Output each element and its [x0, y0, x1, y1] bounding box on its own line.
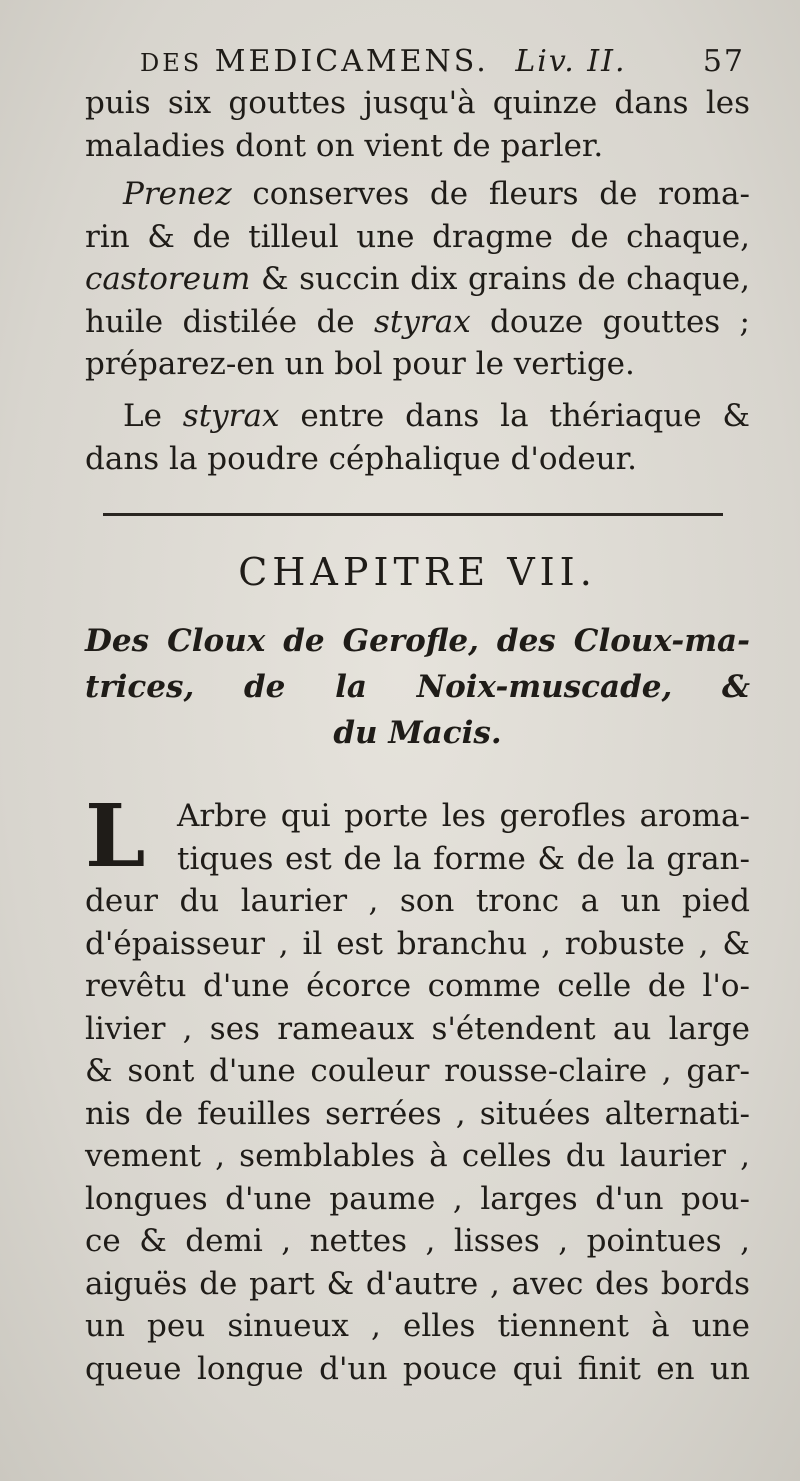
- text-line: [85, 301, 750, 344]
- text-line: vement , semblables à celles du laurier ,: [85, 1138, 750, 1174]
- text-line: rin & de tilleul une dragme de chaque,: [85, 218, 750, 255]
- text-line: tiques est de la forme & de la gran-: [177, 840, 750, 877]
- text-line: un peu sinueux , elles tiennent à une: [85, 1308, 750, 1344]
- dropcap-wrapped-lines: [85, 786, 750, 887]
- latin-term: styrax: [182, 398, 280, 434]
- text-line: & sont d'une couleur rousse-claire , gar-: [85, 1053, 750, 1089]
- subtitle-line: Des Cloux de Gerofle, des Cloux-ma-: [85, 623, 750, 659]
- text-fragment: Le: [123, 398, 162, 434]
- paragraph-continuation: [85, 82, 750, 167]
- chapter-body: [85, 786, 750, 1390]
- recipe-lead: Prenez: [123, 176, 232, 212]
- recipe-paragraph: [85, 173, 750, 386]
- latin-term: castoreum: [85, 261, 251, 297]
- text-fragment: entre dans la thériaque &: [300, 398, 750, 434]
- styrax-paragraph: [85, 395, 750, 480]
- chapter-heading: CHAPITRE VII.: [238, 550, 597, 594]
- text-line: Arbre qui porte les gerofles aroma-: [177, 798, 750, 834]
- text-line: d'épaisseur , il est branchu , robuste , &: [85, 925, 750, 962]
- text-line: ce & demi , nettes , lisses , pointues ,: [85, 1223, 750, 1259]
- latin-term: styrax: [374, 303, 471, 340]
- chapter-subtitle: [85, 618, 750, 756]
- text-line: puis six gouttes jusqu'à quinze dans les: [85, 85, 750, 121]
- text-line: livier , ses rameaux s'étendent au large: [85, 1010, 750, 1047]
- header-book: Liv. II.: [515, 44, 627, 79]
- text-line: [85, 395, 750, 438]
- text-line: queue longue d'un pouce qui finit en un: [85, 1350, 750, 1387]
- subtitle-line: du Macis.: [333, 715, 502, 751]
- header-title-word: MEDICAMENS.: [214, 44, 489, 79]
- subtitle-line: trices, de la Noix-muscade, &: [85, 669, 750, 705]
- text-line: nis de feuilles serrées , situées alternati-: [85, 1095, 750, 1132]
- text-line: aiguës de part & d'autre , avec des bords: [85, 1265, 750, 1302]
- header-title: [140, 44, 501, 79]
- text-fragment: douze gouttes ;: [490, 303, 750, 340]
- text-fragment: conserves de fleurs de roma-: [252, 176, 750, 212]
- text-line: maladies dont on vient de parler.: [85, 127, 604, 164]
- text-line: deur du laurier , son tronc a un pied: [85, 883, 750, 919]
- text-line: [85, 173, 750, 216]
- text-line: longues d'une paume , larges d'un pou-: [85, 1180, 750, 1217]
- text-line: préparez-en un bol pour le vertige.: [85, 346, 635, 382]
- page-number: 57: [702, 44, 745, 79]
- drop-cap: L: [85, 786, 146, 887]
- text-line: dans la poudre céphalique d'odeur.: [85, 440, 637, 477]
- running-header: [140, 44, 745, 79]
- text-fragment: & succin dix grains de chaque,: [260, 261, 750, 297]
- section-divider: [103, 513, 723, 516]
- header-title-prefix: DES: [140, 49, 203, 77]
- text-line: revêtu d'une écorce comme celle de l'o-: [85, 968, 750, 1004]
- text-fragment: huile distilée de: [85, 303, 355, 340]
- text-line: [85, 258, 750, 301]
